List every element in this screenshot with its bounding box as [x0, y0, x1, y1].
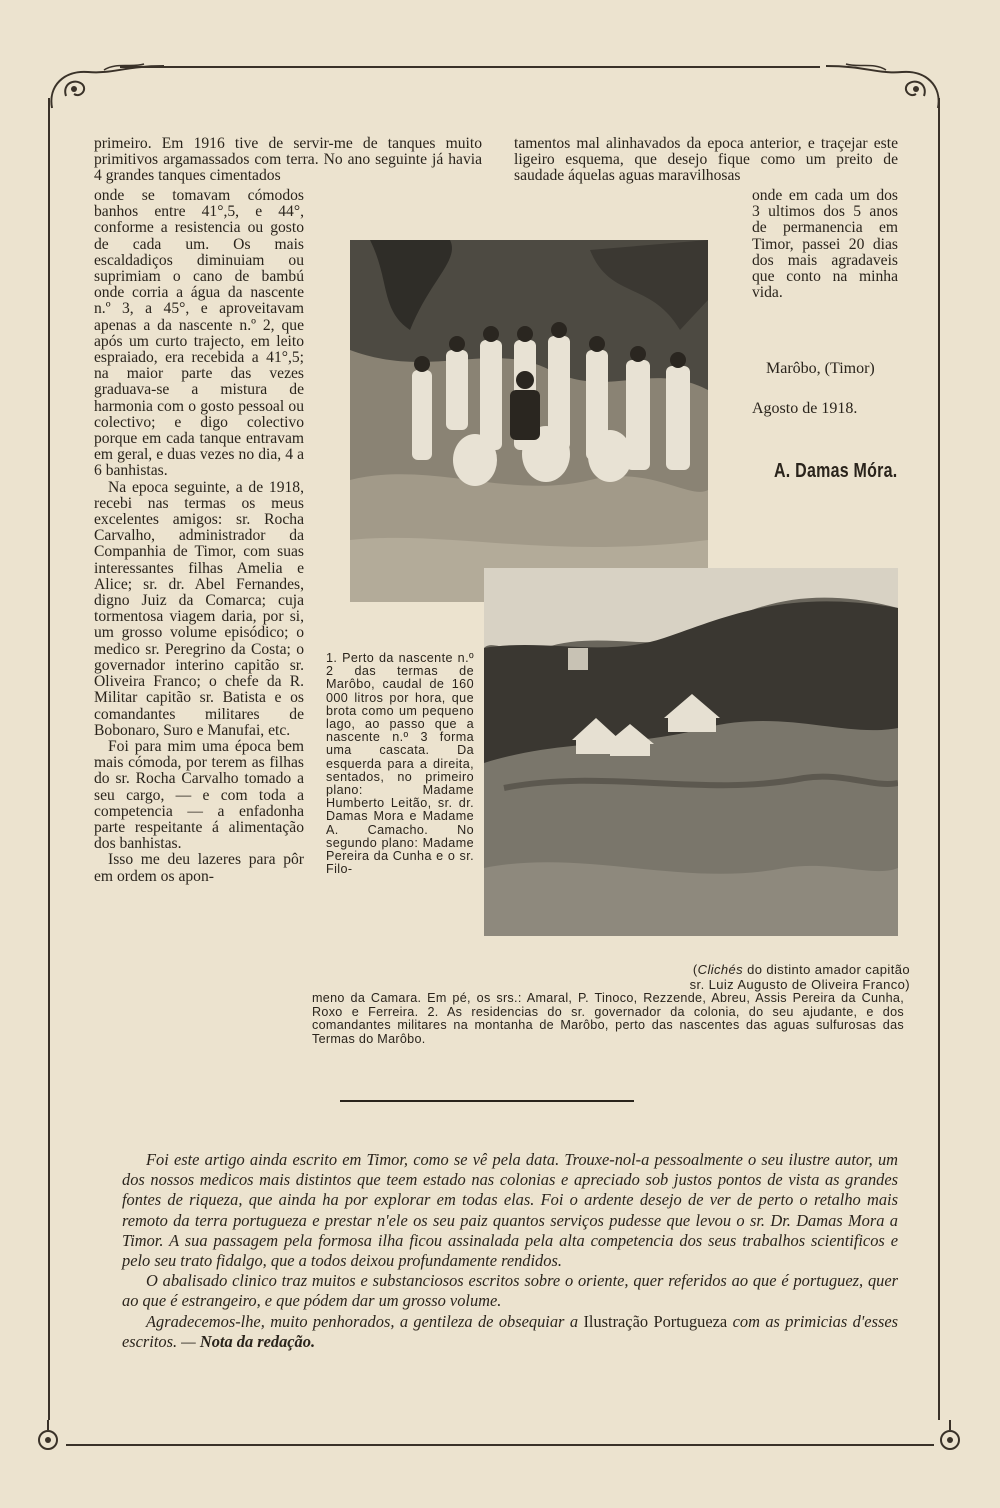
- article-paragraph: Isso me deu lazeres para pôr em ordem os apon-: [94, 851, 304, 885]
- author-signature: A. Damas Móra.: [774, 460, 898, 482]
- article-paragraph: Na epoca seguinte, a de 1918, recebi nas termas os meus excelentes amigos: sr. Rocha Carvalho, administrador da Companhia de Timor, com suas interessantes filhas Amelia e Alice; sr. dr. Abel Fernandes, digno Juiz da Comarca; cuja tormentosa viagem daria, por si, um grosso volume episódico; o medico sr. Peregrino da Costa; o governador interino capitão sr. Oliveira Franco; o chefe da R. Militar capitão sr. Batista e os comandantes militares de Bobonaro, Suro e Manufai, etc.: [94, 478, 304, 739]
- photo-group-at-spring: [350, 240, 708, 602]
- article-top-left-lines: [94, 136, 482, 185]
- photo-credit: (Clichés do distinto amador capitão sr. Luiz Augusto de Oliveira Franco): [689, 962, 910, 992]
- magazine-name: Ilustração Portugueza: [583, 1311, 728, 1331]
- article-paragraph: primeiro. Em 1916 tive de servir-me de tanques muito primitivos argamassados com terra. No ano seguinte já havia 4 grandes tanques cimentados: [94, 135, 482, 185]
- article-right-column: [752, 188, 898, 301]
- frame-bottom-rule: [66, 1444, 934, 1446]
- dateline-place: Marôbo, (Timor): [766, 360, 875, 377]
- photo-credit-text: sr. Luiz Augusto de Oliveira Franco): [689, 977, 910, 992]
- frame-right-rule: [938, 98, 940, 1420]
- section-divider: [340, 1100, 634, 1102]
- editor-note: [122, 1150, 898, 1352]
- article-left-column: [94, 188, 304, 885]
- photo-credit-text: do distinto amador capitão: [747, 962, 910, 977]
- editor-note-text: com as primicias d'esses escritos. —: [122, 1311, 898, 1351]
- frame-top-rule: [120, 66, 820, 68]
- article-paragraph: onde em cada um dos 3 ultimos dos 5 anos de permanencia em Timor, passei 20 dias dos mais agradaveis que conto na minha vida.: [752, 187, 898, 302]
- editor-note-paragraph: [122, 1312, 898, 1352]
- photo-caption-tail: meno da Camara. Em pé, os srs.: Amaral, P. Tinoco, Rezzende, Abreu, Assis Pereira da Cunha, Roxo e Ferreira. 2. As residencias do sr. governador da colonia, do seu ajudante, e dos comandantes militares na montanha de Marôbo, perto das nascentes das aguas sulfurosas das Termas do Marôbo.: [312, 991, 904, 1046]
- article-paragraph: onde se tomavam cómodos banhos entre 41°,5, e 44°, conforme a resistencia ou gosto de cada um. Os mais escaldadiços diminuiam ou suprimiam o cano de bambú onde corria a água da nascente n.º 3, a 45°, e aproveitavam apenas a da nascente n.º 2, que após um curto trajecto, em leito espraiado, era recebida a 41°,5; na maior parte das vezes graduava-se a mistura de harmonia com o gosto pessoal ou colectivo; e digo colectivo porque em cada tanque entravam em geral, e duas vezes no dia, 4 a 6 banhistas.: [94, 187, 304, 480]
- editor-note-paragraph: Foi este artigo ainda escrito em Timor, como se vê pela data. Trouxe-nol-a pessoalmente o seu ilustre autor, um dos nossos medicos mais distintos que teem estado nas colonias e apreciado sob justos pontos de vista as grandes fontes de riqueza, que ainda ha por explorar em todas elas. Foi o ardente desejo de ver de perto o retalho mais remoto da terra portugueza e prestar n'ele os seu paiz quantos serviços pudesse que levou o sr. Dr. Damas Mora a Timor. A sua passagem pela formosa ilha ficou assinalada pela alta competencia dos seus trabalhos scientificos e pelo seu trato fidalgo, que a todos deixou profundamente rendidos.: [122, 1150, 898, 1271]
- editor-note-paragraph: O abalisado clinico traz muitos e substanciosos escritos sobre o oriente, quer referidos ao que é portuguez, quer ao que é estrangeiro, e que pódem dar um grosso volume.: [122, 1271, 898, 1311]
- editor-note-signature: Nota da redação.: [199, 1331, 316, 1351]
- corner-ornament-bottom-left: [30, 1418, 70, 1458]
- photo-mountain-residences: [484, 568, 898, 936]
- dateline-date: Agosto de 1918.: [752, 400, 858, 417]
- corner-ornament-bottom-right: [930, 1418, 970, 1458]
- article-paragraph: Foi para mim uma época bem mais cómoda, por terem as filhas do sr. Rocha Carvalho tomado a seu cargo, — e com toda a competencia — a enfadonha parte respeitante á alimentação dos banhistas.: [94, 737, 304, 853]
- article-top-right-lines: [514, 136, 898, 185]
- photo-credit-label: Clichés: [697, 962, 744, 977]
- editor-note-text: Agradecemos-lhe, muito penhorados, a gentileza de obsequiar a: [146, 1311, 579, 1331]
- corner-ornament-top-right: [806, 56, 946, 116]
- frame-left-rule: [48, 98, 50, 1420]
- corner-ornament-top-left: [44, 56, 184, 116]
- photo-caption-column: 1. Perto da nascente n.º 2 das termas de Marôbo, caudal de 160 000 litros por hora, que brota como um pequeno lago, ao passo que a nascente n.º 3 forma uma cascata. Da esquerda para a direita, sentados, no primeiro plano: Madame Humberto Leitão, sr. dr. Damas Mora e Madame A. Camacho. No segundo plano: Madame Pereira da Cunha e o sr. Filo-: [326, 651, 474, 877]
- article-paragraph: tamentos mal alinhavados da epoca anterior, e traçejar este ligeiro esquema, que desejo fique como um preito de saudade áquelas aguas maravilhosas: [514, 135, 898, 185]
